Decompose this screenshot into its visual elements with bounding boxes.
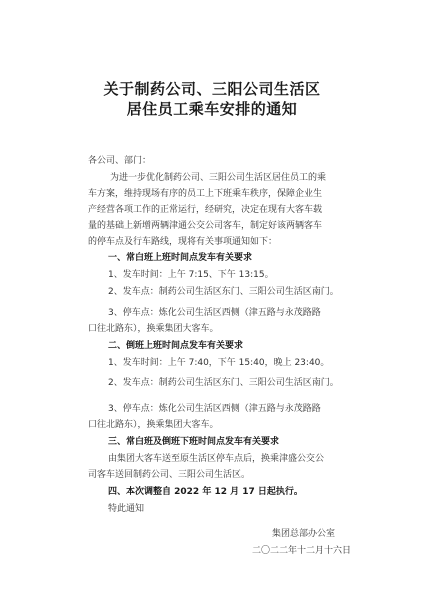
intro-line-1: 为进一步优化制药公司、三阳公司生活区居住员工的乘 — [110, 173, 327, 183]
intro-line-5: 的停车点及行车路线，现将有关事项通知如下： — [88, 237, 278, 247]
section-1-item-3-line-2: 口往北路东），换乘集团大客车。 — [88, 324, 219, 334]
intro-line-2: 车方案，维持现场有序的员工上下班乘车秩序，保障企业生 — [88, 189, 323, 199]
section-2-heading: 二、倒班上班时间点发车有关要求 — [108, 341, 244, 351]
section-2-item-3-line-2: 口往北路东），换乘集团大客车。 — [88, 420, 219, 430]
section-2-item-1: 1、发车时间：上午 7:40，下午 15:40，晚上 23:40。 — [108, 358, 330, 368]
section-1-item-3-line-1: 3、停车点：炼化公司生活区西侧（津五路与永茂路路 — [108, 308, 321, 318]
section-3-body-line-2: 司客车送回制药公司、三阳公司生活区。 — [88, 470, 251, 480]
document-title-line-1: 关于制药公司、三阳公司生活区 — [103, 80, 321, 98]
section-1-item-1: 1、发车时间：上午 7:15、下午 13:15。 — [108, 270, 274, 280]
section-4-heading: 四、本次调整自 2022 年 12 月 17 日起执行。 — [108, 487, 303, 497]
section-2-item-3-line-1: 3、停车点：炼化公司生活区西侧（津五路与永茂路路 — [108, 404, 321, 414]
intro-line-3: 产经营各项工作的正常运行，经研究，决定在现有大客车载 — [88, 205, 323, 215]
section-3-body-line-1: 由集团大客车送至原生活区停车点后，换乘津盛公交公 — [108, 454, 325, 464]
salutation: 各公司、部门： — [88, 156, 152, 166]
section-3-heading: 三、常白班及倒班下班时间点发车有关要求 — [108, 437, 280, 447]
closing-text: 特此通知 — [108, 504, 145, 514]
document-title-line-2: 居住员工乘车安排的通知 — [126, 100, 298, 118]
signature-organization: 集团总部办公室 — [272, 529, 336, 539]
section-1-heading: 一、常白班上班时间点发车有关要求 — [108, 253, 253, 263]
section-2-item-2: 2、发车点：制药公司生活区东门、三阳公司生活区南门。 — [108, 378, 339, 388]
section-1-item-2: 2、发车点：制药公司生活区东门、三阳公司生活区南门。 — [108, 287, 339, 297]
intro-line-4: 量的基础上新增两辆津通公交公司客车，制定好该两辆客车 — [88, 221, 323, 231]
signature-date: 二〇二二年十二月十六日 — [252, 546, 352, 556]
